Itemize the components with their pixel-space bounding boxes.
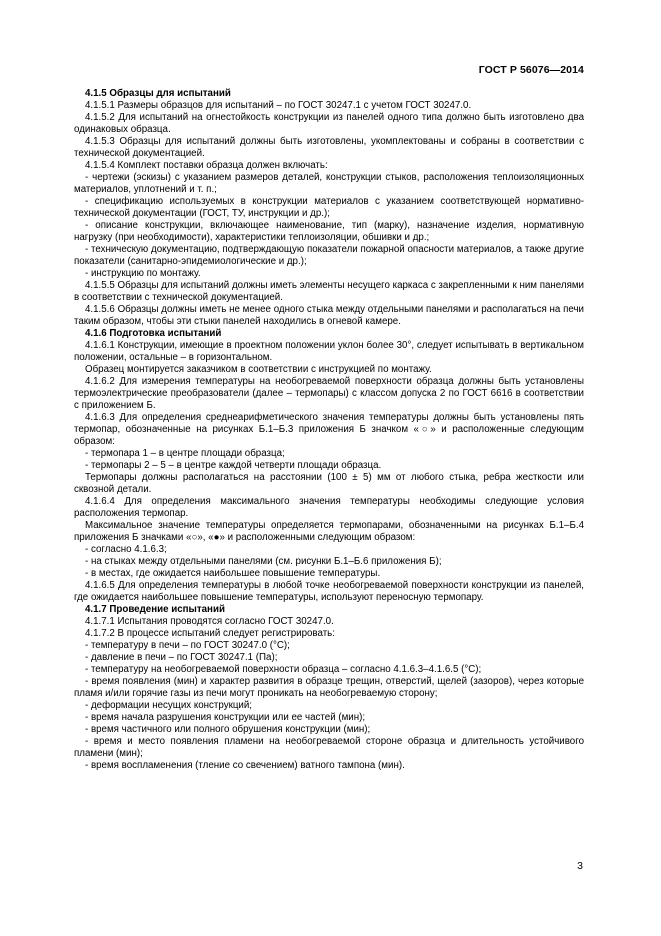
paragraph: - время и место появления пламени на необогреваемой стороне образца и длительность устойчивого пламени (мин); bbox=[74, 736, 584, 759]
section-heading: 4.1.5 Образцы для испытаний bbox=[85, 88, 231, 99]
paragraph: - время воспламенения (тление со свечением) ватного тампона (мин). bbox=[85, 760, 405, 771]
page-number: 3 bbox=[577, 860, 583, 872]
paragraph: - техническую документацию, подтверждающую показатели пожарной опасности материалов, а также другие показатели (санитарно-эпидемиологические и др.); bbox=[74, 244, 584, 267]
paragraph: - температуру на необогреваемой поверхности образца – согласно 4.1.6.3–4.1.6.5 (°С); bbox=[85, 664, 482, 675]
document-code: ГОСТ Р 56076—2014 bbox=[478, 64, 584, 76]
paragraph: Максимальное значение температуры определяется термопарами, обозначенными на рисунках Б.1–Б.4 приложения Б значками «○», «●» и расположенными следующим образом: bbox=[74, 520, 584, 543]
paragraph: 4.1.6.3 Для определения среднеарифметического значения температуры должны быть установлены пять термопар, обозначенные на рисунках Б.1–Б.3 приложения Б значком «○» и расположенные следующим образом: bbox=[74, 412, 584, 447]
section-heading: 4.1.7 Проведение испытаний bbox=[85, 604, 225, 615]
document-body bbox=[74, 88, 584, 772]
paragraph: - согласно 4.1.6.3; bbox=[85, 544, 167, 555]
paragraph: - инструкцию по монтажу. bbox=[85, 268, 201, 279]
paragraph: - давление в печи – по ГОСТ 30247.1 (Па); bbox=[85, 652, 278, 663]
paragraph: 4.1.6.4 Для определения максимального значения температуры необходимы следующие условия расположения термопар. bbox=[74, 496, 584, 519]
paragraph: 4.1.5.2 Для испытаний на огнестойкость конструкции из панелей одного типа должно быть изготовлено два одинаковых образца. bbox=[74, 112, 584, 135]
paragraph: - спецификацию используемых в конструкции материалов с указанием соответствующей нормативно-технической документации (ГОСТ, ТУ, инструкции и др.); bbox=[74, 196, 584, 219]
paragraph: 4.1.5.6 Образцы должны иметь не менее одного стыка между отдельными панелями и располагаться на печи таким образом, чтобы эти стыки панелей находились в огневой камере. bbox=[74, 304, 584, 327]
paragraph: - термопары 2 – 5 – в центре каждой четверти площади образца. bbox=[85, 460, 382, 471]
paragraph: - на стыках между отдельными панелями (см. рисунки Б.1–Б.6 приложения Б); bbox=[85, 556, 442, 567]
paragraph: 4.1.7.1 Испытания проводятся согласно ГОСТ 30247.0. bbox=[85, 616, 334, 627]
paragraph: - деформации несущих конструкций; bbox=[85, 700, 253, 711]
paragraph: 4.1.5.3 Образцы для испытаний должны быть изготовлены, укомплектованы и собраны в соответствии с технической документацией. bbox=[74, 136, 584, 159]
paragraph: 4.1.5.5 Образцы для испытаний должны иметь элементы несущего каркаса с закрепленными к ним панелями в соответствии с технической документацией. bbox=[74, 280, 584, 303]
paragraph: - время появления (мин) и характер развития в образце трещин, отверстий, щелей (зазоров), через которые пламя и/или горячие газы из печи могут проникать на необогреваемую сторону; bbox=[74, 676, 584, 699]
paragraph: - чертежи (эскизы) с указанием размеров деталей, конструкции стыков, расположения теплоизоляционных материалов, уплотнений и т. п.; bbox=[74, 172, 584, 195]
paragraph: 4.1.6.5 Для определения температуры в любой точке необогреваемой поверхности конструкции из панелей, где ожидается наибольшее повышение температуры, используют переносную термопару. bbox=[74, 580, 584, 603]
paragraph: 4.1.5.1 Размеры образцов для испытаний – по ГОСТ 30247.1 с учетом ГОСТ 30247.0. bbox=[85, 100, 472, 111]
paragraph: - описание конструкции, включающее наименование, тип (марку), назначение изделия, нормативную нагрузку (при необходимости), характеристики теплоизоляции, обшивки и др.; bbox=[74, 220, 584, 243]
paragraph: 4.1.6.2 Для измерения температуры на необогреваемой поверхности образца должны быть установлены термоэлектрические преобразователи (далее – термопары) с классом допуска 2 по ГОСТ 6616 в соответствии с приложением Б. bbox=[74, 376, 584, 411]
paragraph: - термопара 1 – в центре площади образца; bbox=[85, 448, 285, 459]
section-heading: 4.1.6 Подготовка испытаний bbox=[85, 328, 222, 339]
paragraph: - время начала разрушения конструкции или ее частей (мин); bbox=[85, 712, 366, 723]
paragraph: - температуру в печи – по ГОСТ 30247.0 (°С); bbox=[85, 640, 290, 651]
paragraph: 4.1.7.2 В процессе испытаний следует регистрировать: bbox=[85, 628, 335, 639]
paragraph: - время частичного или полного обрушения конструкции (мин); bbox=[85, 724, 371, 735]
paragraph: Термопары должны располагаться на расстоянии (100 ± 5) мм от любого стыка, ребра жесткости или сквозной детали. bbox=[74, 472, 584, 495]
paragraph: Образец монтируется заказчиком в соответствии с инструкцией по монтажу. bbox=[85, 364, 432, 375]
paragraph: 4.1.6.1 Конструкции, имеющие в проектном положении уклон более 30°, следует испытывать в вертикальном положении, остальные – в горизонтальном. bbox=[74, 340, 584, 363]
paragraph: 4.1.5.4 Комплект поставки образца должен включать: bbox=[85, 160, 328, 171]
paragraph: - в местах, где ожидается наибольшее повышение температуры. bbox=[85, 568, 381, 579]
